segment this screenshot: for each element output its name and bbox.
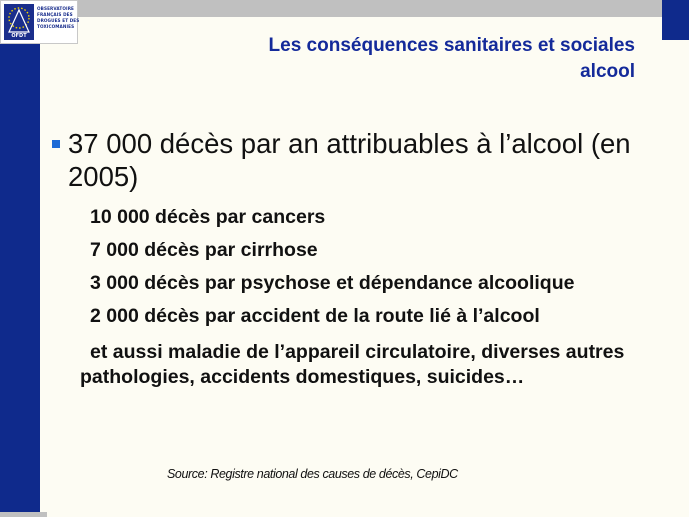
top-grey-bar [78,0,662,17]
source-note: Source: Registre national des causes de décès, CepiDC [167,467,458,481]
slide-title-line1: Les conséquences sanitaires et sociales [268,35,635,56]
sub-item-other [80,340,670,389]
logo-badge-text: OFDT [11,33,27,39]
slide-title-line2: alcool [580,61,635,82]
sub-item-psychose: 3 000 décès par psychose et dépendance alcoolique [90,272,575,294]
sub-item-other-text: et aussi maladie de l’appareil circulatoire, diverses autres pathologies, accidents domestiques, suicides… [80,341,625,388]
logo-line: TOXICOMANIES [37,24,75,29]
ofdt-logo [0,0,78,44]
sub-item-cirrhose: 7 000 décès par cirrhose [90,239,318,261]
ofdt-emblem-icon [4,4,34,40]
left-foot-grey-bar [0,512,47,517]
sub-item-cancers: 10 000 décès par cancers [90,206,326,228]
logo-line: OBSERVATOIRE [37,6,74,11]
logo-line: FRANÇAIS DES [37,12,73,17]
left-blue-bar [0,44,40,517]
logo-line: DROGUES ET DES [37,18,80,23]
slide-title [115,33,635,85]
main-bullet-text: 37 000 décès par an attribuables à l’alcool (en 2005) [68,128,631,192]
logo-text [37,6,79,30]
bullet-square-icon [52,140,60,148]
main-bullet [52,127,672,193]
sub-item-accident: 2 000 décès par accident de la route lié à l’alcool [90,305,540,327]
top-right-blue-block [662,0,689,40]
